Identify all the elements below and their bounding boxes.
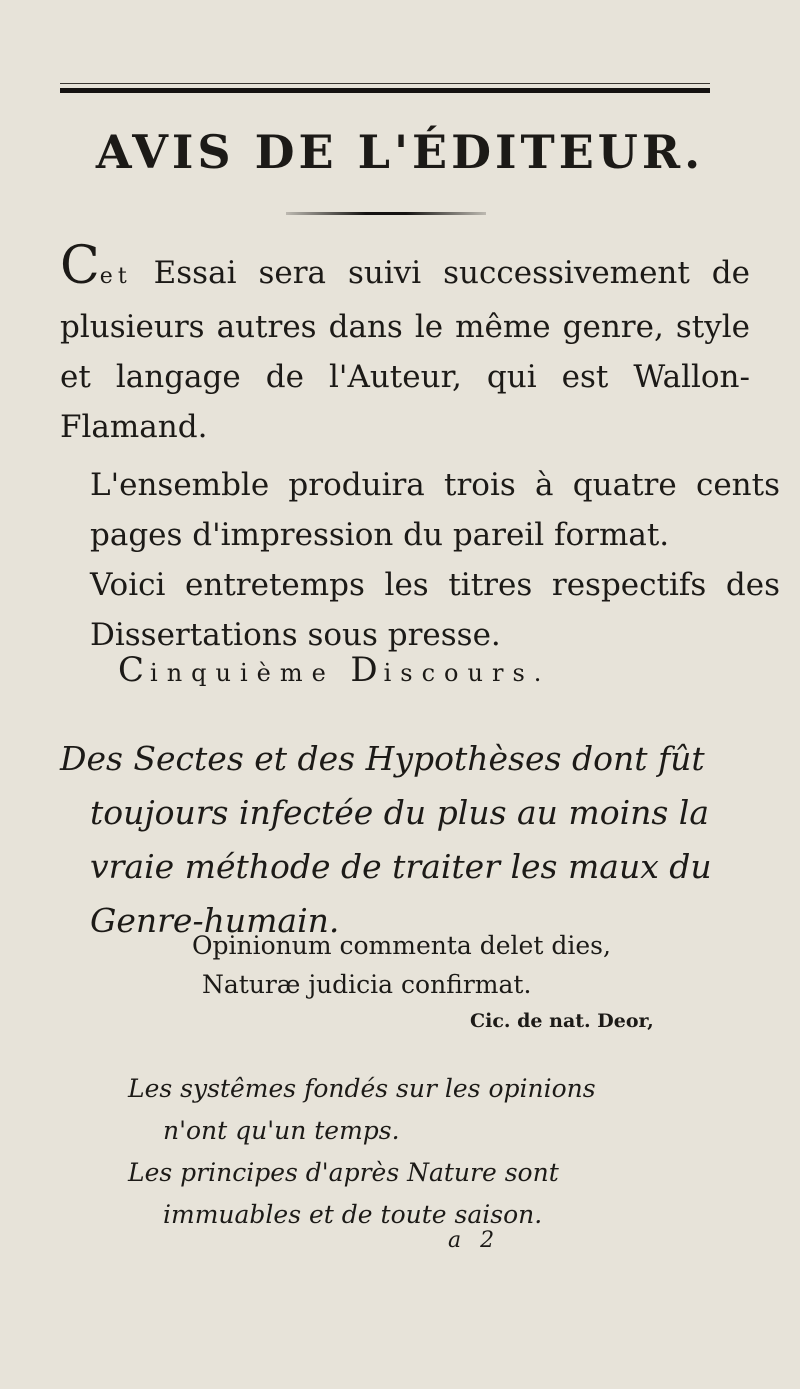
small-caps-word: et [99, 264, 132, 289]
maxim-line: Les systêmes fondés sur les opinions [128, 1074, 596, 1103]
epigraph-citation: Cic. de nat. Deor, [470, 1010, 654, 1032]
paragraph-2: L'ensemble produira trois à quatre cents pages d'impression du pareil format. [90, 467, 780, 553]
heading-initial-1: C [118, 650, 151, 690]
epigraph-line: Naturæ judicia confirmat. [202, 970, 532, 999]
dissertation-line: Genre-humain. [90, 901, 340, 940]
dissertation-line: Des Sectes et des Hypothèses dont fût [60, 739, 705, 778]
epigraph [192, 926, 712, 1004]
dissertation-title [60, 732, 750, 948]
top-thin-rule [60, 83, 710, 84]
dissertation-line: vraie méthode de traiter les maux du [90, 847, 712, 886]
section-heading [118, 650, 738, 690]
top-rule [60, 88, 710, 93]
paragraph-3: Voici entretemps les titres respectifs des Dissertations sous presse. [90, 567, 780, 653]
dissertation-line: toujours infectée du plus au moins la [90, 793, 710, 832]
maxim-line: n'ont qu'un temps. [163, 1116, 400, 1145]
paragraph-1 [60, 236, 750, 452]
paragraph-1-text: Essai sera suivi successivement de plusieurs autres dans le même genre, style et langage de l'Auteur, qui est Wallon-Flamand. [60, 255, 750, 445]
maxim-line: immuables et de toute saison. [163, 1200, 543, 1229]
epigraph-line: Opinionum commenta delet dies, [192, 931, 611, 960]
signature-mark: a 2 [448, 1228, 501, 1253]
heading-initial-2: D [350, 650, 384, 690]
title-rule [286, 212, 486, 215]
heading-rest-2: iscours. [383, 659, 551, 687]
maxims [128, 1068, 748, 1236]
drop-cap: C [60, 236, 100, 296]
maxim-line: Les principes d'après Nature sont [128, 1158, 559, 1187]
page-title: AVIS DE L'ÉDITEUR. [95, 125, 705, 179]
heading-rest-1: inquième [150, 659, 335, 687]
